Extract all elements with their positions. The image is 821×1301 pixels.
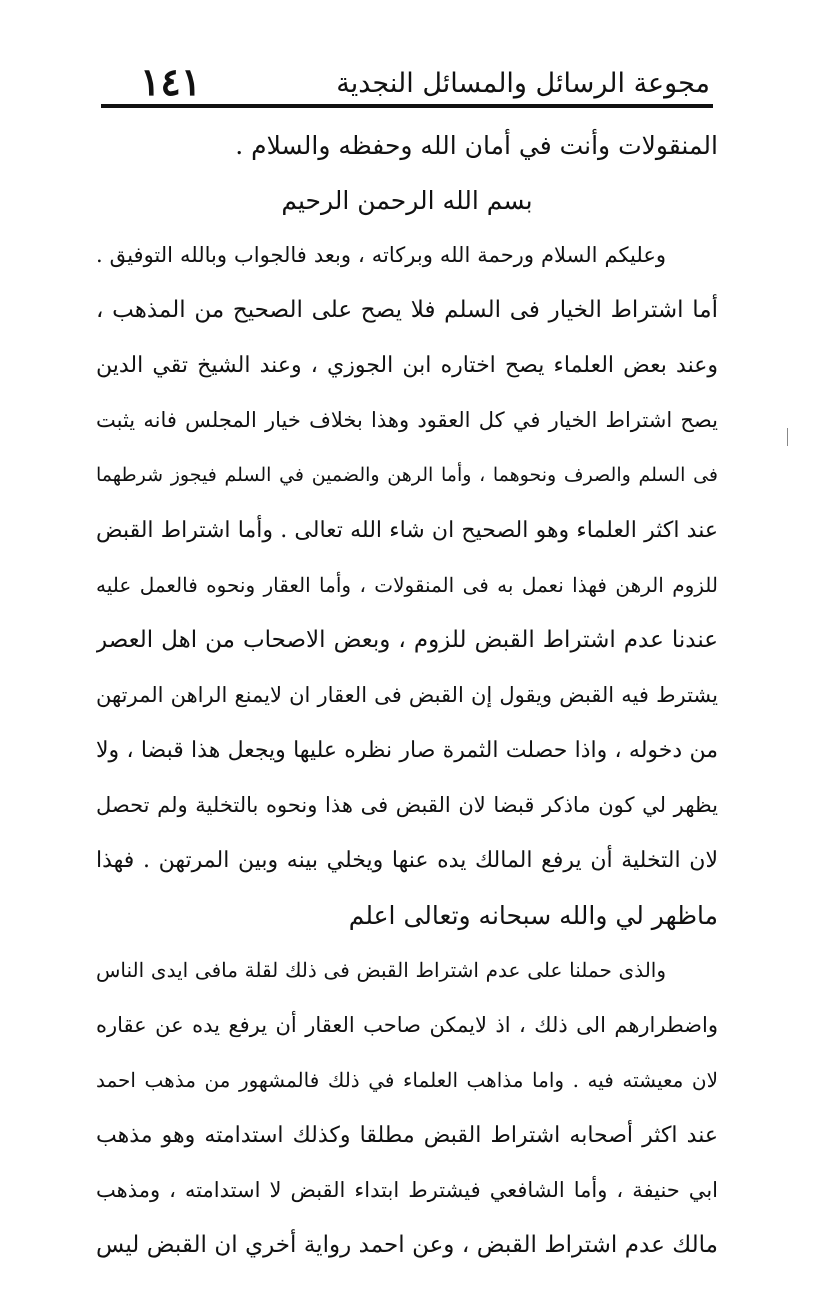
text-line: واضطرارهم الى ذلك ، اذ لايمكن صاحب العقار أن يرفع يده عن عقاره: [96, 1013, 718, 1037]
text-line: المنقولات وأنت في أمان الله وحفظه والسلام .: [235, 131, 718, 160]
running-header: [100, 59, 710, 106]
text-line: لان معيشته فيه . واما مذاهب العلماء في ذلك فالمشهور من مذهب احمد: [96, 1068, 718, 1092]
text-line: يشترط فيه القبض ويقول إن القبض فى العقار ان لايمنع الراهن المرتهن: [96, 683, 718, 707]
margin-mark: [787, 428, 788, 446]
text-line: والذى حملنا على عدم اشتراط القبض فى ذلك لقلة مافى ايدى الناس: [96, 958, 666, 982]
header-rule: [101, 104, 713, 108]
text-line: من دخوله ، واذا حصلت الثمرة صار نظره عليها ويجعل هذا قبضا ، ولا: [96, 738, 718, 763]
text-line: يظهر لي كون ماذكر قبضا لان القبض فى هذا ونحوه بالتخلية ولم تحصل: [96, 793, 718, 817]
running-header-title: مجوعة الرسائل والمسائل النجدية: [336, 68, 710, 99]
text-line: فى السلم والصرف ونحوهما ، وأما الرهن والضمين في السلم فيجوز شرطهما: [96, 464, 718, 486]
text-line: للزوم الرهن فهذا نعمل به فى المنقولات ، وأما العقار ونحوه فالعمل عليه: [96, 573, 718, 597]
page-number: ١٤١: [140, 59, 202, 104]
text-line: عند اكثر أصحابه اشتراط القبض مطلقا وكذلك استدامته وهو مذهب: [96, 1123, 718, 1148]
text-line: وعليكم السلام ورحمة الله وبركاته ، وبعد فالجواب وبالله التوفيق .: [96, 243, 666, 267]
body-text: [96, 118, 718, 1273]
text-line: لان التخلية أن يرفع المالك يده عنها ويخلي بينه وبين المرتهن . فهذا: [96, 848, 718, 873]
basmala-line: بسم الله الرحمن الرحيم: [281, 186, 533, 215]
text-line: مالك عدم اشتراط القبض ، وعن احمد رواية أخري ان القبض ليس: [96, 1232, 718, 1258]
text-line: أما اشتراط الخيار فى السلم فلا يصح على الصحيح من المذهب ،: [96, 297, 718, 323]
text-line: عندنا عدم اشتراط القبض للزوم ، وبعض الاصحاب من اهل العصر: [96, 627, 718, 653]
text-line: عند اكثر العلماء وهو الصحيح ان شاء الله تعالى . وأما اشتراط القبض: [96, 518, 718, 543]
text-line: يصح اشتراط الخيار في كل العقود وهذا بخلاف خيار المجلس فانه يثبت: [96, 408, 718, 432]
text-line: وعند بعض العلماء يصح اختاره ابن الجوزي ، وعند الشيخ تقي الدين: [96, 353, 718, 378]
text-line: ماظهر لي والله سبحانه وتعالى اعلم: [348, 901, 718, 930]
text-line: ابي حنيفة ، وأما الشافعي فيشترط ابتداء القبض لا استدامته ، ومذهب: [96, 1178, 718, 1202]
